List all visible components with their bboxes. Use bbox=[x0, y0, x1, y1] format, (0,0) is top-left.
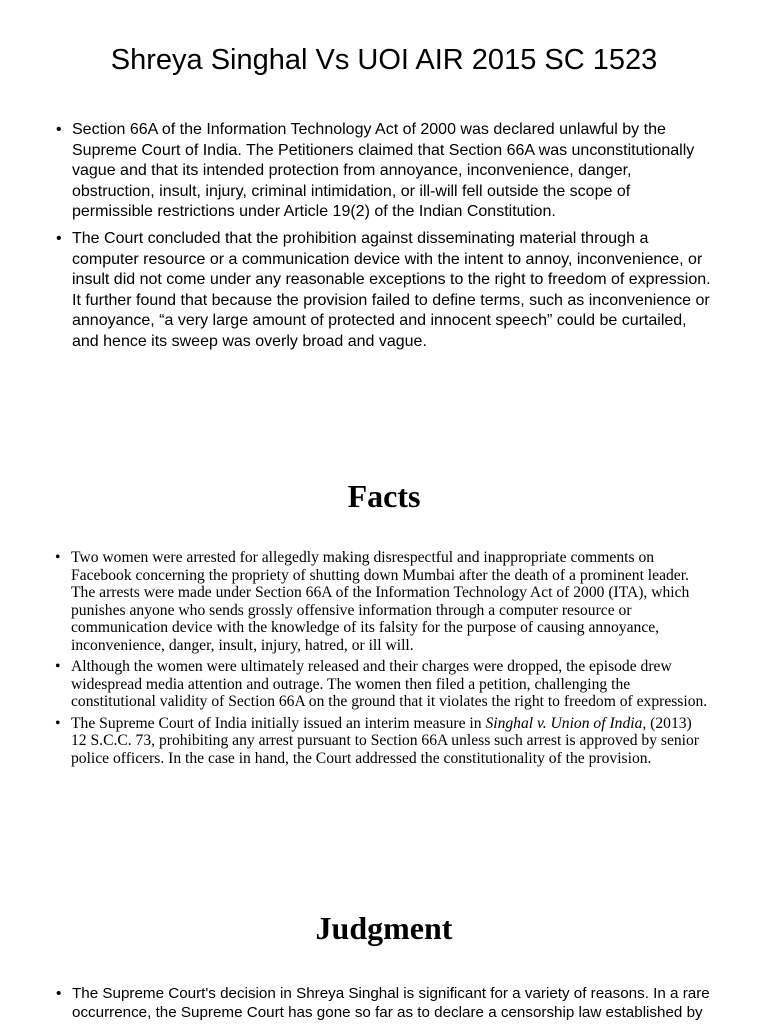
bullet-icon: • bbox=[56, 985, 62, 1002]
bullet-text-pre: The Supreme Court of India initially issued an interim measure in bbox=[71, 714, 486, 732]
slide-title: Shreya Singhal Vs UOI AIR 2015 SC 1523 bbox=[110, 44, 658, 76]
bullet-text: Two women were arrested for allegedly making disrespectful and inappropriate comments on Facebook concerning the propriety of shutting down Mumbai after the death of a prominent leader. The arrests were made under Section 66A of the Information Technology Act of 2000 (ITA), which punishes anyone who sends grossly offensive information through a computer resource or communication device with the knowledge of its falsity for the purpose of causing annoyance, inconvenience, danger, insult, injury, hatred, or ill will. bbox=[71, 549, 690, 654]
slide-judgment bbox=[0, 866, 768, 1024]
section-heading: Facts bbox=[347, 478, 421, 514]
list-item bbox=[56, 229, 712, 353]
bullet-text: The Supreme Court's decision in Shreya Singhal is significant for a variety of reasons. In a rare occurrence, the Supreme Court has gone so far as to declare a censorship law established by bbox=[72, 985, 710, 1021]
case-citation: Singhal v. Union of India, bbox=[485, 714, 647, 732]
bullet-icon: • bbox=[55, 549, 61, 566]
bullet-text: Section 66A of the Information Technology Act of 2000 was declared unlawful by the Supreme Court of India. The Petitioners claimed that Section 66A was unconstitutionally vague and that its intended protection from annoyance, inconvenience, danger, obstruction, insult, injury, criminal intimidation, or ill-will fell outside the scope of permissible restrictions under Article 19(2) of the Indian Constitution. bbox=[72, 121, 695, 221]
list-item bbox=[56, 984, 722, 1022]
list-item bbox=[55, 658, 711, 711]
list-item bbox=[56, 120, 712, 223]
bullet-icon: • bbox=[56, 229, 62, 247]
bullet-icon: • bbox=[55, 714, 61, 732]
bullet-text: Although the women were ultimately released and their charges were dropped, the episode drew widespread media attention and outrage. The women then filed a petition, challenging the constitutional validity of Section 66A on the ground that it violates the right to freedom of expression. bbox=[71, 658, 708, 710]
bullet-icon: • bbox=[55, 658, 61, 675]
slide-overview bbox=[0, 0, 768, 434]
bullet-text-post: (2013) 12 S.C.C. 73, prohibiting any arrest pursuant to Section 66A unless such arrest is approved by senior police officers. In the case in hand, the Court addressed the constitutionality of the provision. bbox=[71, 714, 699, 767]
bullet-icon: • bbox=[56, 121, 62, 138]
bullet-list bbox=[55, 549, 711, 771]
slide-facts bbox=[0, 434, 768, 866]
list-item bbox=[55, 549, 711, 654]
list-item bbox=[55, 714, 711, 768]
bullet-text: The Court concluded that the prohibition against disseminating material through a computer resource or a communication device with the intent to annoy, inconvenience, or insult did not come under any reasonable exceptions to the right to freedom of expression. It further found that because the provision failed to define terms, such as inconvenience or annoyance, “a very large amount of protected and innocent speech” could be curtailed, and hence its sweep was overly broad and vague. bbox=[72, 229, 711, 350]
section-heading: Judgment bbox=[315, 910, 453, 946]
bullet-list bbox=[56, 120, 712, 359]
bullet-list bbox=[56, 984, 722, 1022]
